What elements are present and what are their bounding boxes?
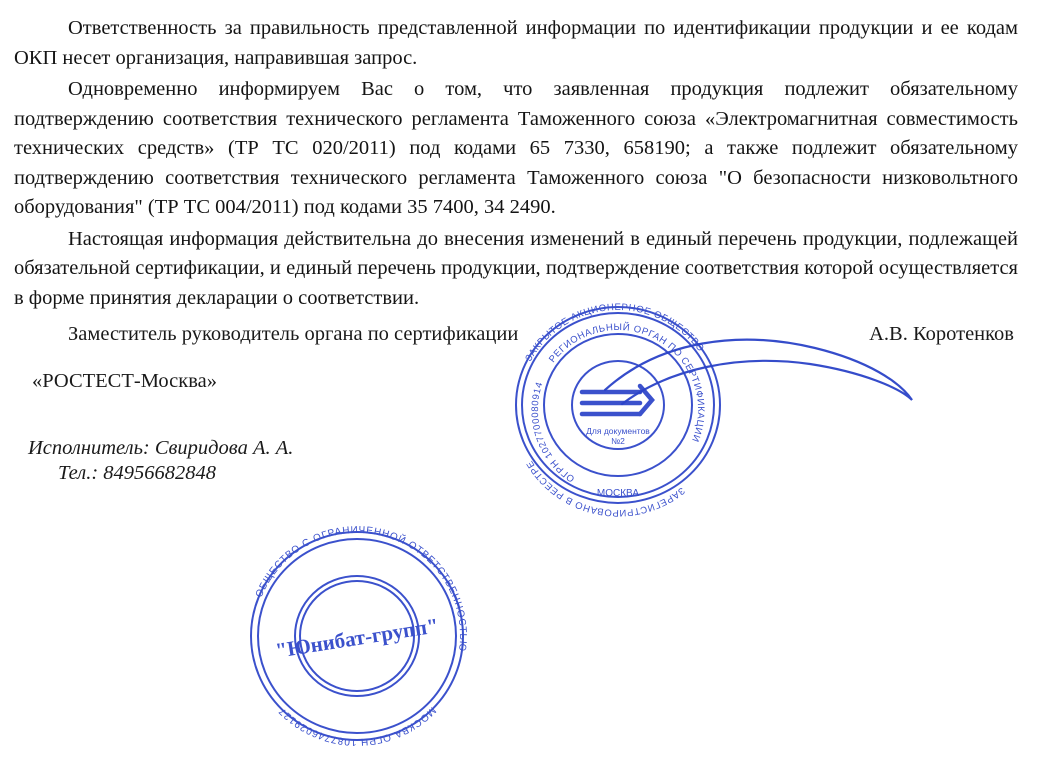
svg-text:"Юнибат-групп": "Юнибат-групп": [273, 613, 441, 663]
svg-text:ОБЩЕСТВО С ОГРАНИЧЕННОЙ ОТВЕТС: ОБЩЕСТВО С ОГРАНИЧЕННОЙ ОТВЕТСТВЕННОСТЬЮ: [253, 524, 469, 653]
stamp-unibat-grupp-seal: [243, 525, 471, 747]
svg-text:№2: №2: [611, 436, 625, 446]
svg-text:МОСКВА: МОСКВА: [596, 488, 640, 499]
signatory-organization: «РОСТЕСТ-Москва»: [32, 370, 217, 393]
executor-phone: Тел.: 84956682848: [58, 462, 217, 485]
signatory-name: А.В. Коротенков: [869, 323, 1014, 346]
paragraph-1: Ответственность за правильность представленной информации по идентификации продукции и ее кодам ОКП несет организация, направившая запрос.: [14, 17, 1018, 69]
svg-text:РЕГИОНАЛЬНЫЙ ОРГАН ПО СЕРТИФИК: РЕГИОНАЛЬНЫЙ ОРГАН ПО СЕРТИФИКАЦИИ: [546, 321, 707, 444]
signatory-title: Заместитель руководитель органа по сертификации: [68, 323, 519, 346]
signature-row: [14, 323, 1018, 346]
svg-text:ЗАРЕГИСТРИРОВАНО В РЕЕСТРЕ: ЗАРЕГИСТРИРОВАНО В РЕЕСТРЕ: [524, 458, 687, 519]
svg-text:ОГРН 1027700080914: ОГРН 1027700080914: [529, 380, 577, 485]
svg-text:ЗАКРЫТОЕ АКЦИОНЕРНОЕ ОБЩЕСТВО: ЗАКРЫТОЕ АКЦИОНЕРНОЕ ОБЩЕСТВО: [523, 301, 707, 364]
svg-text:МОСКВА ОГРН 1087746029127: МОСКВА ОГРН 1087746029127: [276, 704, 438, 748]
paragraph-2: Одновременно информируем Вас о том, что заявленная продукция подлежит обязательному подтверждению соответствия технического регламента Таможенного союза «Электромагнитная совместимость технических средств» (ТР ТС 020/2011) под кодами 65 7330, 658190; а также подлежит обязательному подтверждению соответствия технического регламента Таможенного союза "О безопасности низковольтного оборудования" (ТР ТС 004/2011) под кодами 35 7400, 34 2490.: [14, 78, 1018, 219]
executor-label: Исполнитель: Свиридова А. А.: [28, 437, 294, 460]
paragraph-3: Настоящая информация действительна до внесения изменений в единый перечень продукции, подлежащей обязательной сертификации, и единый перечень продукции, подтверждение соответствия которой осуществляется в форме принятия декларации о соответствии.: [14, 227, 1018, 309]
svg-text:Для документов: Для документов: [586, 426, 650, 436]
